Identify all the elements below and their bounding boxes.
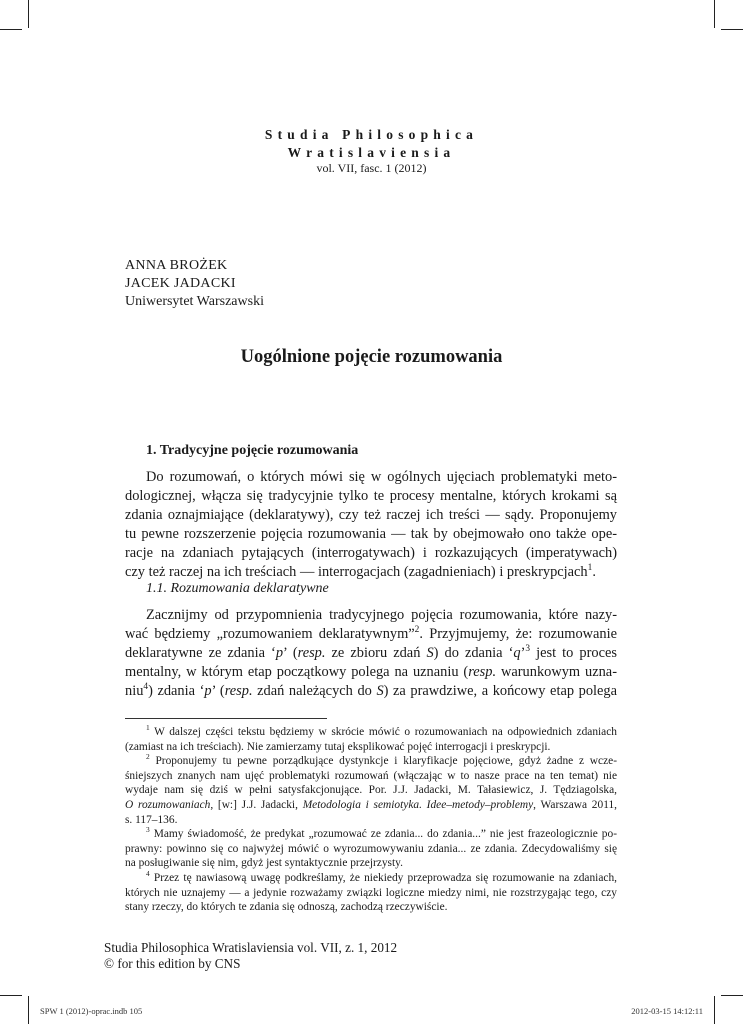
footnote-4: $^4$ Przez tę nawiasową uwagę podkreślamy, że niekiedy przeprowadza się rozumowanie na zdaniach, których nie uznajemy — a jedynie rozważamy związki logiczne miedzy nimi, nie rozstrzygając tego, czy stany rzeczy, do których te zdania się odnoszą, zachodzą rzeczywiście. bbox=[125, 869, 617, 914]
footnote-ref[interactable]: 4 bbox=[143, 682, 149, 693]
paragraph-1 bbox=[125, 468, 617, 582]
paragraph-line: tu pewne rozszerzenie pojęcia rozumowania — tak by obejmowało ono także ope- bbox=[125, 526, 617, 542]
footnote-number: 1 bbox=[146, 723, 150, 733]
paragraph-line: Do rozumowań, o których mówi się w ogólnych ujęciach problematyki meto- bbox=[146, 469, 617, 485]
paragraph-line: Zacznijmy od przypomnienia tradycyjnego pojęcia rozumowania, które nazy- bbox=[146, 607, 617, 623]
footnote-number: 3 bbox=[146, 825, 150, 835]
footer-line-1: Studia Philosophica Wratislaviensia vol. VII, z. 1, 2012 bbox=[104, 940, 398, 955]
author-2: JACEK JADACKI bbox=[125, 276, 236, 291]
author-1: ANNA BROŻEK bbox=[125, 258, 228, 273]
crop-mark bbox=[0, 995, 22, 996]
subsection-heading: 1.1. Rozumowania deklaratywne bbox=[146, 581, 329, 596]
crop-mark bbox=[721, 995, 743, 996]
paragraph-line: mentalny, w którym etap początkowy polega na uznaniu (resp. warunkowym uzna- bbox=[125, 664, 617, 680]
footnote-number: 4 bbox=[146, 869, 150, 879]
crop-mark bbox=[721, 29, 743, 30]
footnotes bbox=[125, 725, 617, 915]
crop-mark bbox=[0, 29, 22, 30]
footer-line-2: © for this edition by CNS bbox=[104, 956, 241, 971]
footnote-number: 2 bbox=[146, 752, 150, 762]
footnote-separator bbox=[125, 718, 327, 719]
journal-name-line2: Wratislaviensia bbox=[287, 145, 456, 160]
footnote-ref[interactable]: 1 bbox=[587, 563, 593, 574]
crop-mark bbox=[28, 0, 29, 28]
journal-name-line1: Studia Philosophica bbox=[264, 127, 479, 142]
article-title: Uogólnione pojęcie rozumowania bbox=[240, 347, 503, 367]
footnote-ref[interactable]: 3 bbox=[525, 644, 531, 655]
paragraph-line: wać będziemy „rozumowaniem deklaratywnym”$^2$. Przyjmujemy, że: rozumowanie bbox=[125, 625, 617, 642]
footnote-ref[interactable]: 2 bbox=[414, 625, 420, 636]
affiliation: Uniwersytet Warszawski bbox=[125, 294, 264, 309]
print-slug-right: 2012-03-15 14:12:11 bbox=[631, 1006, 703, 1016]
paragraph-line: deklaratywne ze zdania ‘p’ (resp. ze zbioru zdań S) do zdania ‘q’$^3$ jest to proces bbox=[125, 644, 617, 661]
footnote-3: $^3$ Mamy świadomość, że predykat „rozumować ze zdania... do zdania...” nie jest frazeologicznie po- prawny: powinno się co najwyżej mówić o wyrozumowywaniu zdania... ze zdania. Zdecydowaliśmy się na posługiwanie się nim, gdyż jest syntaktycznie przejrzysty. bbox=[125, 825, 617, 870]
crop-mark bbox=[714, 996, 715, 1024]
paragraph-line: niu$^4$) zdania ‘p’ (resp. zdań należących do S) za prawdziwe, a końcowy etap polega bbox=[125, 682, 617, 699]
journal-volume: vol. VII, fasc. 1 (2012) bbox=[316, 161, 427, 175]
paragraph-line: dologicznej, włącza się tradycyjnie tylko te procesy mentalne, których krokami są bbox=[125, 488, 617, 504]
section-heading: 1. Tradycyjne pojęcie rozumowania bbox=[146, 443, 359, 458]
crop-mark bbox=[28, 996, 29, 1024]
crop-mark bbox=[714, 0, 715, 28]
print-slug-left: SPW 1 (2012)-oprac.indb 105 bbox=[40, 1006, 143, 1016]
paragraph-line: zdania oznajmiające (deklaratywy), czy też raczej ich treści — sądy. Proponujemy bbox=[125, 507, 617, 523]
paragraph-line: racje na zdaniach pytających (interrogatywach) i rozkazujących (imperatywach) bbox=[125, 545, 617, 561]
footnote-1: $^1$ W dalszej części tekstu będziemy w skrócie mówić o rozumowaniach na odpowiednich zdaniach (zamiast na ich treściach). Nie zamierzamy tutaj eksplikować pojęć interrogacji i preskrypcji. bbox=[125, 723, 617, 753]
paragraph-line: czy też raczej na ich treściach — interrogacjach (zagadnieniach) i preskrypcjach$^1$. bbox=[125, 563, 596, 580]
paragraph-2 bbox=[125, 606, 617, 701]
footnote-2: $^2$ Proponujemy tu pewne porządkujące dystynkcje i klaryfikacje pojęciowe, gdyż żadne z wcze- śniejszych znanych nam ujęć problematyki rozumowań (włączając w to nasze prace na ten temat) nie wydaje nam się dziś w pełni satysfakcjonujące. Por. J.J. Jadacki, M. Tałasiewicz, J. Tędziagolska, O rozumowaniach, [w:] J.J. Jadacki, Metodologia i semiotyka. Idee–metody–problemy, Warszawa 2011, s. 117–136. bbox=[125, 752, 618, 826]
